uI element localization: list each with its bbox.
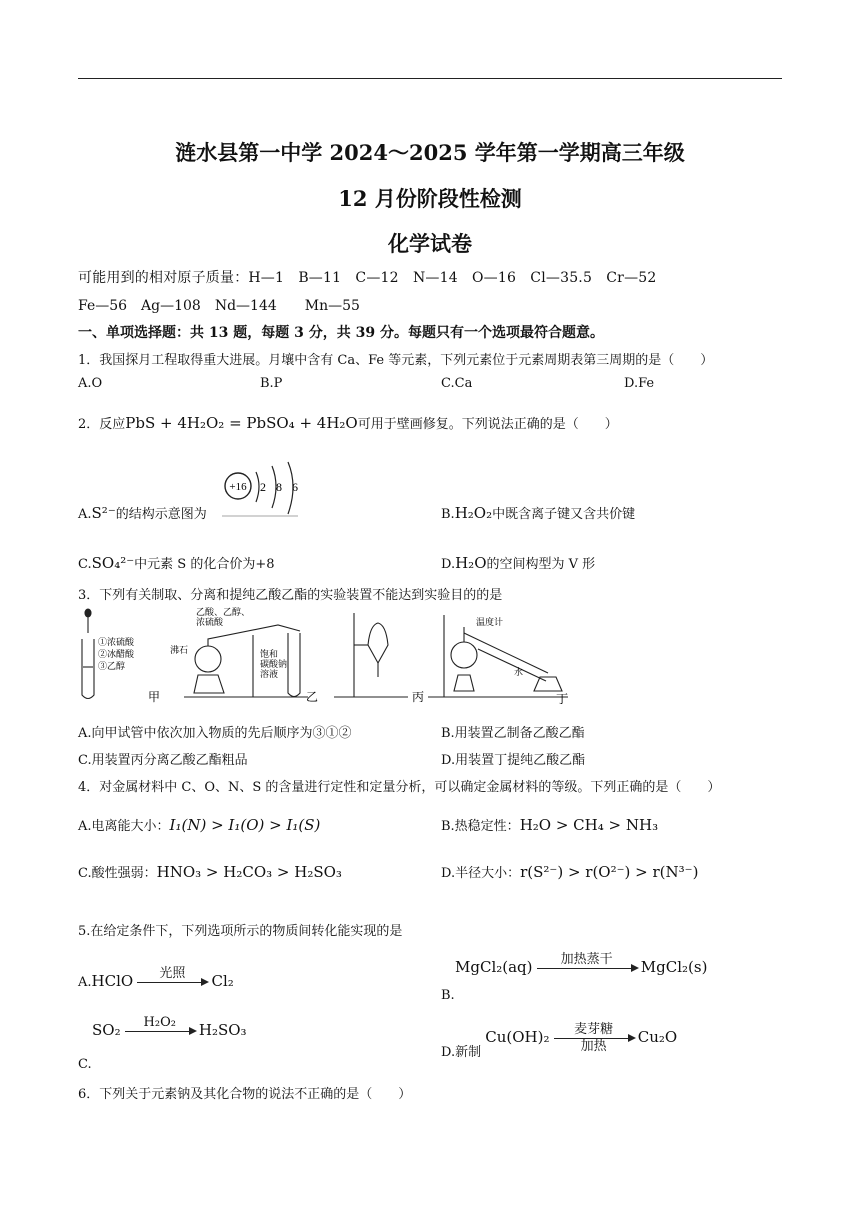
section-heading: 一、单项选择题：共 13 题，每题 3 分，共 39 分。每题只有一个选项最符合题意。 <box>78 325 604 341</box>
jia-label-2: ②冰醋酸 <box>98 649 135 659</box>
q5-d-pre: D.新制 <box>441 1045 482 1060</box>
q5-a-arrow <box>137 966 207 999</box>
q2-option-d <box>441 553 595 572</box>
q3-option-d: D.用装置丁提纯乙酸乙酯 <box>441 753 586 768</box>
yi-solution-3: 溶液 <box>260 669 279 679</box>
q5-option-a <box>78 966 234 999</box>
q4-option-d <box>441 862 698 881</box>
q2-c-ion: SO₄²⁻ <box>91 554 135 572</box>
q5-option-d <box>441 1022 677 1060</box>
caption-ding: 丁 <box>556 692 568 705</box>
q4-d-label: D.半径大小： <box>441 866 521 881</box>
q5-option-c-label: C. <box>78 1057 92 1072</box>
ester-apparatus-figure <box>78 605 568 705</box>
q2-equation: PbS + 4H₂O₂ = PbSO₄ + 4H₂O <box>125 414 358 432</box>
q5-stem: 5.在给定条件下，下列选项所示的物质间转化能实现的是 <box>78 924 403 939</box>
q5-a-pre: A. <box>78 975 92 990</box>
q4-option-b <box>441 815 658 834</box>
q3-option-b: B.用装置乙制备乙酸乙酯 <box>441 726 585 741</box>
caption-bing: 丙 <box>412 690 425 704</box>
q2-a-text: 的结构示意图为 <box>115 507 207 522</box>
q4-b-label: B.热稳定性： <box>441 819 520 834</box>
q2-a-pre: A. <box>78 507 92 522</box>
q2-c-text: 中元素 S 的化合价为+8 <box>134 557 275 572</box>
jia-label-1: ①浓硫酸 <box>98 637 135 647</box>
q3-option-a: A.向甲试管中依次加入物质的先后顺序为③①② <box>78 726 352 741</box>
q5-d-from: Cu(OH)₂ <box>485 1028 550 1046</box>
q2-b-text: 中既含离子键又含共价键 <box>492 507 636 522</box>
q2-option-c <box>78 553 275 572</box>
q4-option-c <box>78 862 342 881</box>
q1-stem: 1．我国探月工程取得重大进展。月壤中含有 Ca、Fe 等元素，下列元素位于元素周期表第三周期的是（ ） <box>78 353 714 368</box>
q2-d-text: 的空间构型为 V 形 <box>486 557 596 572</box>
q3-stem: 3．下列有关制取、分离和提纯乙酸乙酯的实验装置不能达到实验目的的是 <box>78 588 503 603</box>
apparatus-ding <box>428 615 568 697</box>
q5-c-condition: H₂O₂ <box>143 1015 176 1030</box>
q5-d-arrow <box>554 1022 634 1055</box>
q4-c-expr: HNO₃ > H₂CO₃ > H₂SO₃ <box>156 863 342 881</box>
q6-stem: 6．下列关于元素钠及其化合物的说法不正确的是（ ） <box>78 1087 412 1102</box>
q5-c-from: SO₂ <box>92 1021 121 1039</box>
q5-a-to: Cl₂ <box>211 972 234 990</box>
ding-thermometer-label: 温度计 <box>476 617 504 627</box>
q5-c-to: H₂SO₃ <box>198 1021 247 1039</box>
apparatus-yi <box>184 625 308 697</box>
caption-jia: 甲 <box>148 690 161 704</box>
shell2-label: 8 <box>276 480 282 494</box>
q5-b-from: MgCl₂(aq) <box>455 958 533 976</box>
exam-title: 涟水县第一中学 2024～2025 学年第一学期高三年级 <box>175 140 685 165</box>
q5-d-to: Cu₂O <box>637 1028 678 1046</box>
q2-stem <box>78 413 618 432</box>
yi-boiling-chips: 沸石 <box>170 645 189 655</box>
q2-d-mol: H₂O <box>455 554 487 572</box>
q4-a-expr: I₁(N) > I₁(O) > I₁(S) <box>169 816 321 834</box>
q5-a-condition: 光照 <box>159 966 186 981</box>
q5-b-condition: 加热蒸干 <box>560 952 613 967</box>
ding-water-label: 水 <box>514 667 524 677</box>
atomic-mass-line1: 可能用到的相对原子质量：H—1 B—11 C—12 N—14 O—16 Cl—35.5 Cr—52 <box>78 270 657 286</box>
q5-a-from: HClO <box>91 972 134 990</box>
q5-d-condition-bottom: 加热 <box>580 1039 607 1054</box>
yi-reagent-2: 浓硫酸 <box>196 617 224 627</box>
q5-c-arrow <box>125 1015 195 1048</box>
q4-option-a <box>78 815 320 834</box>
q5-b-to: MgCl₂(s) <box>640 958 708 976</box>
q2-option-b <box>441 503 635 522</box>
subject-title: 化学试卷 <box>388 231 472 256</box>
q4-c-label: C.酸性强弱： <box>78 866 157 881</box>
q1-option-b: B.P <box>260 376 283 391</box>
q3-option-c: C.用装置丙分离乙酸乙酯粗品 <box>78 753 248 768</box>
q2-prefix: 2．反应 <box>78 417 126 432</box>
exam-subtitle: 12 月份阶段性检测 <box>338 186 522 211</box>
apparatus-bing <box>334 613 408 697</box>
yi-solution-1: 饱和 <box>260 649 279 659</box>
shell3-label: 6 <box>292 480 298 494</box>
q4-stem: 4．对金属材料中 C、O、N、S 的含量进行定性和定量分析，可以确定金属材料的等级。下列正确的是（ ） <box>78 780 721 795</box>
q5-d-condition-top: 麦芽糖 <box>574 1022 614 1037</box>
yi-reagent-1: 乙酸、乙醇、 <box>196 607 251 617</box>
q1-option-a: A.O <box>78 376 103 391</box>
shell1-label: 2 <box>260 480 266 494</box>
jia-label-3: ③乙醇 <box>98 661 126 671</box>
q2-b-pre: B. <box>441 507 455 522</box>
q1-option-c: C.Ca <box>441 376 473 391</box>
q1-option-d: D.Fe <box>624 376 655 391</box>
q4-d-expr: r(S²⁻) > r(O²⁻) > r(N³⁻) <box>520 863 699 881</box>
atomic-mass-line2: Fe—56 Ag—108 Nd—144 Mn—55 <box>78 298 360 314</box>
apparatus-jia <box>82 609 94 699</box>
q2-option-a <box>78 503 207 522</box>
q4-b-expr: H₂O > CH₄ > NH₃ <box>519 816 659 834</box>
q2-suffix: 可用于壁画修复。下列说法正确的是（ ） <box>357 417 618 432</box>
q5-option-b-label: B. <box>441 988 455 1003</box>
q2-d-pre: D. <box>441 557 456 572</box>
q4-a-label: A.电离能大小： <box>78 819 170 834</box>
sulfide-ion-structure-diagram <box>222 460 302 520</box>
yi-solution-2: 碳酸钠 <box>260 659 288 669</box>
header-rule <box>78 78 782 79</box>
q2-c-pre: C. <box>78 557 92 572</box>
atom-core-label: +16 <box>229 481 247 493</box>
q5-option-b-expr <box>455 952 707 985</box>
q5-option-c-expr <box>92 1015 247 1048</box>
caption-yi: 乙 <box>306 690 319 704</box>
q2-b-mol: H₂O₂ <box>454 504 493 522</box>
q5-b-arrow <box>537 952 637 985</box>
q2-a-ion: S²⁻ <box>91 504 116 522</box>
